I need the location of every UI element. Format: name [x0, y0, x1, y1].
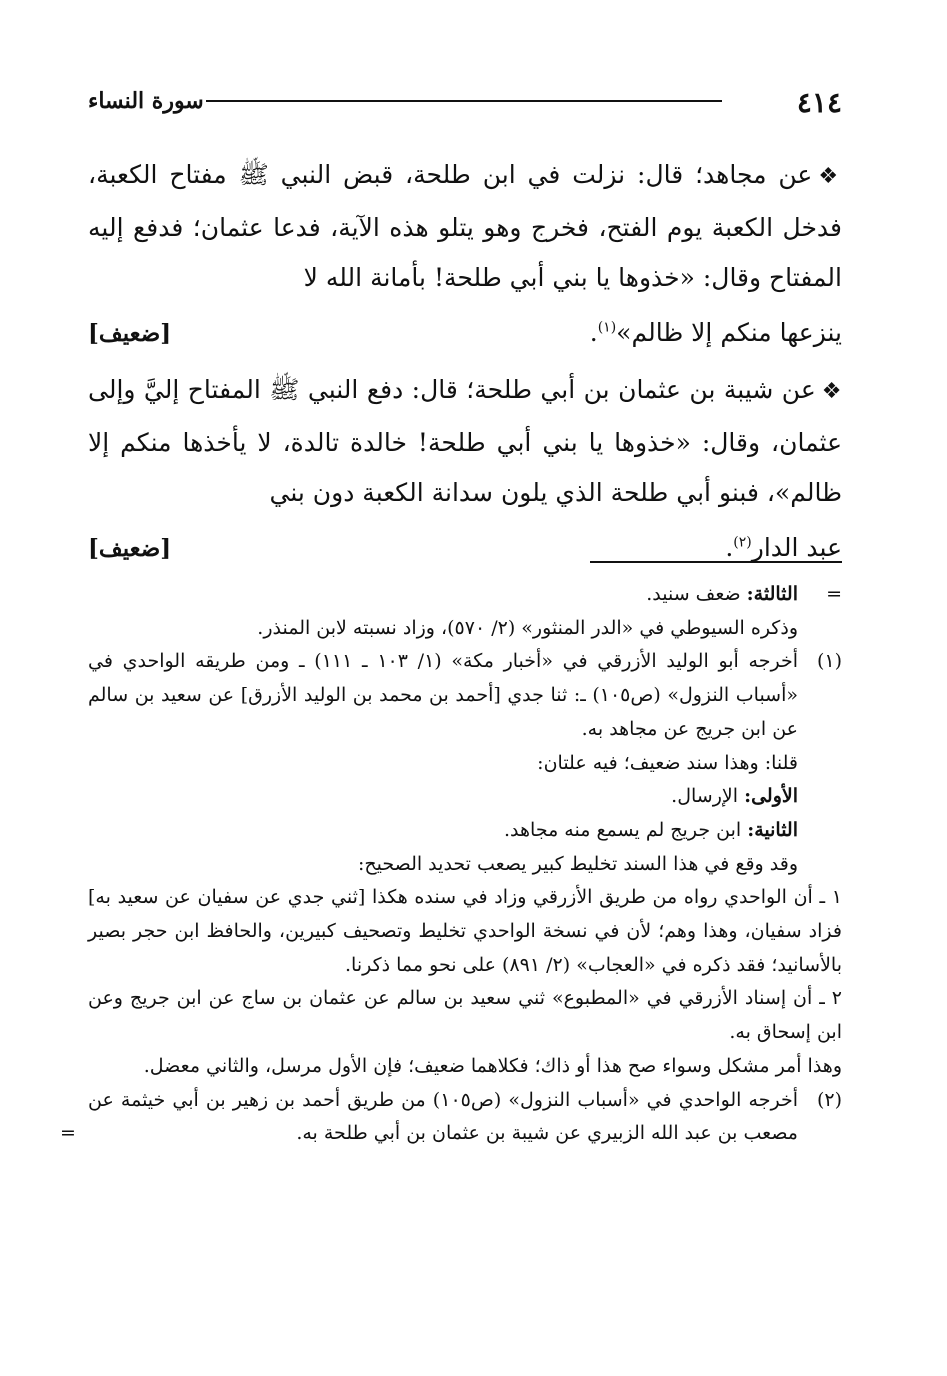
- waqaa-text: وقد وقع في هذا السند تخليط كبير يصعب تحديد الصحيح:: [357, 852, 798, 875]
- hadith-2-last-text: عبد الدار: [751, 532, 842, 562]
- surah-title: سورة النساء: [88, 88, 204, 114]
- footnote-1-text: أخرجه أبو الوليد الأزرقي في «أخبار مكة» (١/ ١٠٣ ـ ١١١) ـ ومن طريقه الواحدي في «أسباب النزول» (ص١٠٥) ـ: ثنا جدي [أحمد بن محمد بن الوليد الأزرق] عن سعيد بن سالم عن ابن جريج عن مجاهد به.: [88, 650, 799, 740]
- footnote-ref-1[interactable]: (١): [597, 319, 617, 336]
- first-text: الإرسال.: [671, 785, 739, 808]
- main-text: [88, 150, 842, 574]
- footnote-2-text: أخرجه الواحدي في «أسباب النزول» (ص١٠٥) من طريق أحمد بن زهير بن أبي خيثمة عن مصعب بن عبد الله الزبيري عن شيبة بن عثمان بن أبي طلحة به.: [88, 1088, 799, 1145]
- footnote-continuation: [88, 578, 842, 612]
- footnote-conclusion: [88, 1050, 842, 1084]
- grade-badge: [ضعيف]: [88, 319, 172, 347]
- hadith-1-last-text: ينزعها منكم إلا ظالم»: [616, 317, 842, 347]
- point-1-text: ١ ـ أن الواحدي رواه من طريق الأزرقي وزاد في سنده هكذا [ثني جدي عن سفيان عن سعيد به] فزاد سفيان، وهذا وهم؛ لأن في نسخة الواحدي تخليط وتصحيف كبيرين، والحافظ ابن حجر بصير بالأسانيد؛ فقد ذكره في «العجاب» (٢/ ٨٩١) على نحو مما ذكرنا.: [88, 886, 842, 976]
- third-label: الثالثة:: [746, 583, 798, 605]
- footnote-1: [88, 645, 842, 746]
- diamond-icon: ❖: [818, 164, 842, 189]
- hadith-1: [88, 150, 842, 304]
- hadha-text: وهذا أمر مشكل وسواء صح هذا أو ذاك؛ فكلاهما ضعيف؛ فإن الأول مرسل، والثاني معضل.: [143, 1054, 842, 1077]
- footnote-1-mark: (١): [816, 650, 842, 673]
- hadith-1-last-line: [88, 308, 842, 360]
- footnote-2-mark: (٢): [816, 1088, 842, 1111]
- qulna-text: قلنا: وهذا سند ضعيف؛ فيه علتان:: [537, 751, 798, 774]
- second-label: الثانية:: [747, 818, 798, 841]
- grade-badge: [ضعيف]: [88, 534, 172, 562]
- second-text: ابن جريج لم يسمع منه مجاهد.: [504, 818, 742, 841]
- hadith-2-text: عن شيبة بن عثمان بن أبي طلحة؛ قال: دفع النبي ﷺ المفتاح إليَّ وإلى عثمان، وقال: «خذوها يا بني أبي طلحة! خالدة تالدة، لا يأخذها منكم إلا ظالم»، فبنو أبي طلحة الذي يلون سدانة الكعبة دون بني: [88, 375, 842, 507]
- footnote-point-2: [88, 982, 842, 1049]
- hadith-2-end: .: [725, 532, 734, 562]
- continuation-mark: =: [826, 583, 842, 605]
- hadith-2-last-line: [88, 523, 842, 575]
- footnote-separator: [590, 561, 842, 563]
- footnote-ref-2[interactable]: (٢): [733, 534, 752, 551]
- page-header: [88, 86, 842, 126]
- diamond-icon: ❖: [821, 379, 842, 404]
- third-text: ضعف سنيد.: [646, 583, 741, 605]
- footnote-line: [88, 814, 842, 848]
- footnote-line: [88, 848, 842, 882]
- document-page: [60, 0, 842, 1376]
- footnote-2: [60, 1084, 842, 1151]
- hadith-2: [88, 365, 842, 519]
- footnote-line: [88, 747, 842, 781]
- hadith-1-text: عن مجاهد؛ قال: نزلت في ابن طلحة، قبض النبي ﷺ مفتاح الكعبة، فدخل الكعبة يوم الفتح، فخرج وهو يتلو هذه الآية، فدعا عثمان؛ فدفع إليه المفتاح وقال: «خذوها يا بني أبي طلحة! بأمانة الله لا: [88, 160, 842, 292]
- hadith-1-end: .: [589, 317, 598, 347]
- header-rule: [206, 100, 722, 102]
- end-continuation-mark: =: [60, 1122, 76, 1145]
- footnote-point-1: [88, 881, 842, 982]
- point-2-text: ٢ ـ أن إسناد الأزرقي في «المطبوع» ثني سعيد بن سالم عن عثمان بن ساج عن ابن جريج وعن ابن إسحاق به.: [88, 987, 842, 1044]
- footnote-line: [88, 612, 842, 646]
- first-label: الأولى:: [744, 785, 798, 808]
- footnotes: [60, 578, 842, 1151]
- page-number: ٤١٤: [796, 86, 842, 119]
- dhakar-text: وذكره السيوطي في «الدر المنثور» (٢/ ٥٧٠)، وزاد نسبته لابن المنذر.: [257, 616, 798, 639]
- footnote-line: [88, 780, 842, 814]
